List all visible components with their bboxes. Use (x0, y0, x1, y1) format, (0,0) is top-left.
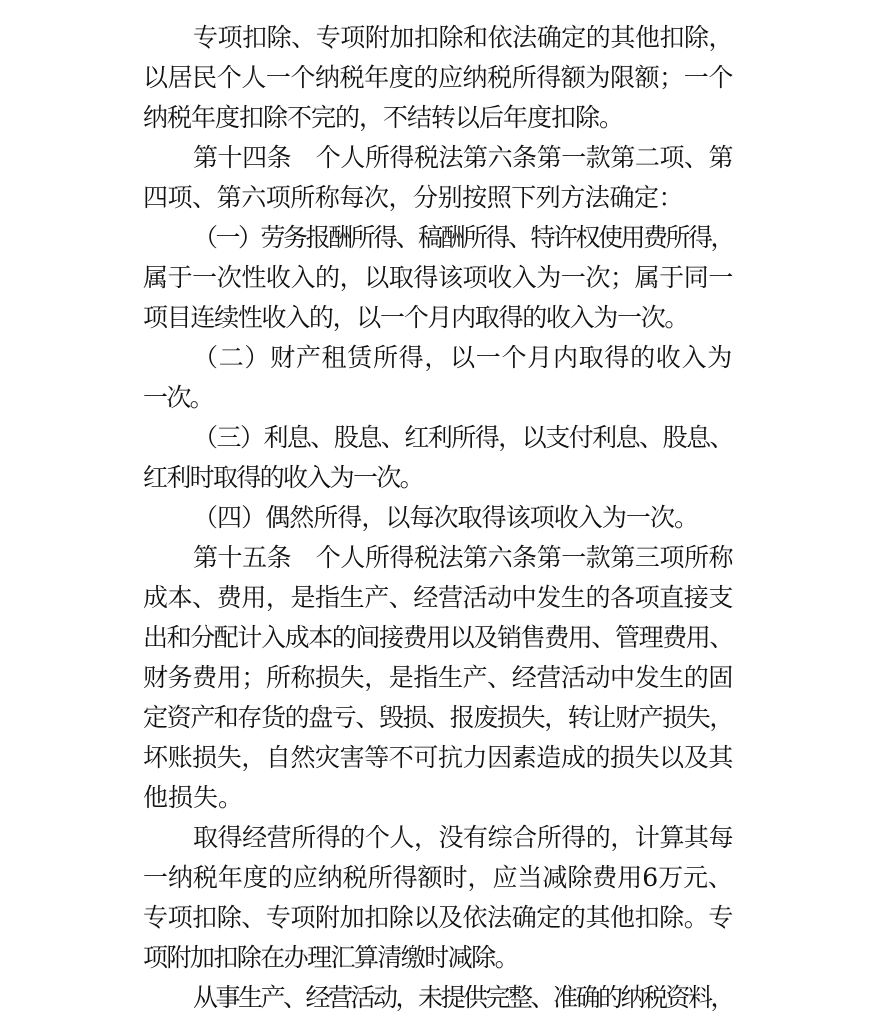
text-line: 定资产和存货的盘亏、毁损、报废损失，转让财产损失， (143, 703, 733, 732)
text-line: （一）劳务报酬所得、稿酬所得、特许权使用费所得， (193, 223, 733, 252)
text-line: 一次。 (143, 383, 213, 412)
text-line: 一纳税年度的应纳税所得额时，应当减除费用6万元、 (143, 863, 733, 892)
text-line: 第十五条 个人所得税法第六条第一款第三项所称 (193, 543, 733, 572)
text-line: 成本、费用，是指生产、经营活动中发生的各项直接支 (143, 583, 733, 612)
text-line: 出和分配计入成本的间接费用以及销售费用、管理费用、 (143, 623, 733, 652)
text-line: 红利时取得的收入为一次。 (143, 463, 423, 492)
text-line: 财务费用；所称损失，是指生产、经营活动中发生的固 (143, 663, 733, 692)
text-line: 专项扣除、专项附加扣除以及依法确定的其他扣除。专 (143, 903, 733, 932)
text-line: 取得经营所得的个人，没有综合所得的，计算其每 (193, 823, 733, 852)
text-line: （四）偶然所得，以每次取得该项收入为一次。 (193, 503, 698, 532)
text-line: 他损失。 (143, 783, 243, 812)
text-line: 属于一次性收入的，以取得该项收入为一次；属于同一 (143, 263, 733, 292)
text-line: 项目连续性收入的，以一个月内取得的收入为一次。 (143, 303, 688, 332)
text-line: 纳税年度扣除不完的，不结转以后年度扣除。 (143, 103, 623, 132)
text-line: 四项、第六项所称每次，分别按照下列方法确定： (143, 183, 683, 212)
text-line: 以居民个人一个纳税年度的应纳税所得额为限额；一个 (143, 63, 733, 92)
text-line: 从事生产、经营活动，未提供完整、准确的纳税资料， (193, 983, 733, 1012)
text-line: 专项扣除、专项附加扣除和依法确定的其他扣除， (193, 23, 733, 52)
text-line: 第十四条 个人所得税法第六条第一款第二项、第 (193, 143, 733, 172)
text-line: （二）财产租赁所得，以一个月内取得的收入为 (193, 343, 733, 372)
text-line: 项附加扣除在办理汇算清缴时减除。 (143, 943, 518, 972)
text-line: 坏账损失，自然灾害等不可抗力因素造成的损失以及其 (143, 743, 733, 772)
text-line: （三）利息、股息、红利所得，以支付利息、股息、 (193, 423, 733, 452)
